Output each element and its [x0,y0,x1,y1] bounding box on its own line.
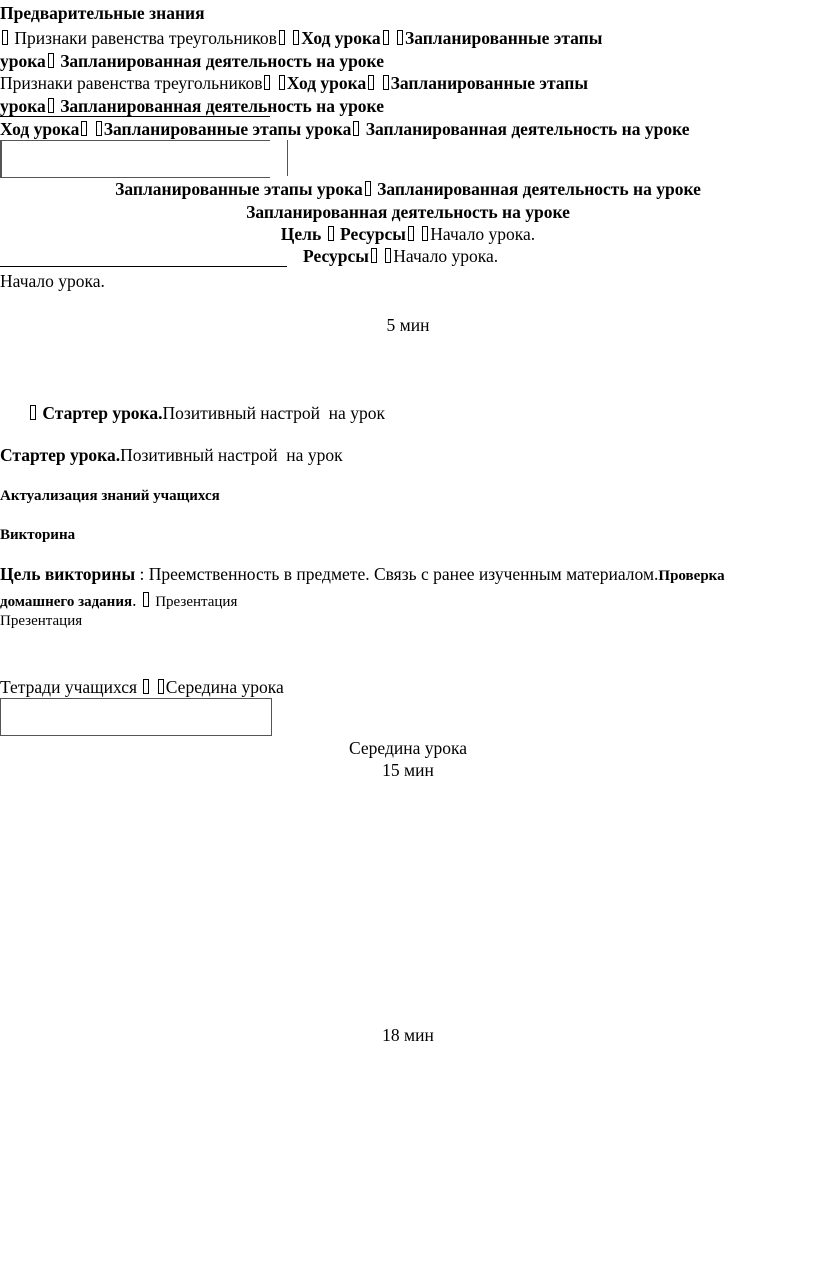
text: Запланированная деятельность на уроке [365,119,690,139]
missing-glyph-icon [2,30,8,45]
text: урока [0,51,46,71]
missing-glyph-icon [328,226,334,241]
missing-glyph-icon [143,679,149,694]
heading-prior-knowledge: Предварительные знания [0,3,205,23]
missing-glyph-icon [408,226,414,241]
missing-glyph-icon [365,181,371,196]
missing-glyph-icon [397,30,403,45]
duration: 15 мин [382,760,434,780]
line [303,245,498,267]
text: Цель викторины [0,564,136,584]
missing-glyph-icon [48,98,54,113]
text: Запланированные этапы [404,28,603,48]
text: Признаки равенства треугольников [14,28,277,48]
text: Стартер урока. [0,445,121,465]
duration: 18 мин [382,1025,434,1045]
text: Запланированные этапы [390,73,589,93]
text: Ресурсы [340,224,406,244]
line [0,563,725,587]
missing-glyph-icon [383,75,389,90]
stage-title: Середина урока [349,738,467,758]
line [0,118,690,140]
missing-glyph-icon [371,248,377,263]
missing-glyph-icon [48,53,54,68]
line [0,223,816,245]
line [0,178,816,200]
text: Позитивный настрой на урок [162,403,385,423]
missing-glyph-icon [353,121,359,136]
text: Тетради учащихся [0,677,142,697]
empty-box [0,698,272,736]
line: Запланированная деятельность на уроке [246,202,570,222]
text: : Преемственность в предмете. Связь с ранее изученным материалом. [135,564,659,584]
line [0,95,384,117]
text: Запланированные этапы урока [103,119,352,139]
empty-box [0,140,270,178]
missing-glyph-icon [422,226,428,241]
duration: 5 мин [386,315,430,335]
missing-glyph-icon [385,248,391,263]
line [0,72,588,94]
text: . [132,590,137,610]
missing-glyph-icon [383,30,389,45]
divider [0,140,2,178]
text: Начало урока. [393,246,499,266]
line [0,50,384,72]
text: Позитивный настрой на урок [120,445,343,465]
text: Презентация [155,594,238,610]
text: Проверка [658,568,725,584]
text: Ход урока [286,73,367,93]
text: Цель [280,224,322,244]
missing-glyph-icon [279,30,285,45]
text: Начало урока. [430,224,536,244]
missing-glyph-icon [30,405,36,420]
line [28,402,385,424]
missing-glyph-icon [368,75,374,90]
text: Запланированные этапы урока [115,179,363,199]
missing-glyph-icon [279,75,285,90]
text: Ход урока [0,119,80,139]
missing-glyph-icon [96,121,102,136]
missing-glyph-icon [143,592,149,607]
text: Запланированная деятельность на уроке [60,96,384,116]
text: Запланированная деятельность на уроке [60,51,384,71]
text: урока [0,96,46,116]
heading-quiz: Викторина [0,527,76,543]
line [0,444,343,466]
missing-glyph-icon [293,30,299,45]
divider [287,140,288,176]
text: Признаки равенства треугольников [0,73,263,93]
missing-glyph-icon [264,75,270,90]
text: домашнего задания [0,594,133,610]
text: Запланированная деятельность на уроке [377,179,701,199]
text: Ресурсы [303,246,369,266]
heading-actualization: Актуализация знаний учащихся [0,488,220,504]
divider [0,116,270,117]
divider [0,266,287,267]
text: Стартер урока. [42,403,163,423]
missing-glyph-icon [158,679,164,694]
text: Ход урока [301,28,381,48]
text: Середина урока [165,677,284,697]
line [0,676,284,698]
line: Начало урока. [0,271,105,291]
missing-glyph-icon [81,121,87,136]
line: Презентация [0,613,83,629]
line [0,27,602,49]
